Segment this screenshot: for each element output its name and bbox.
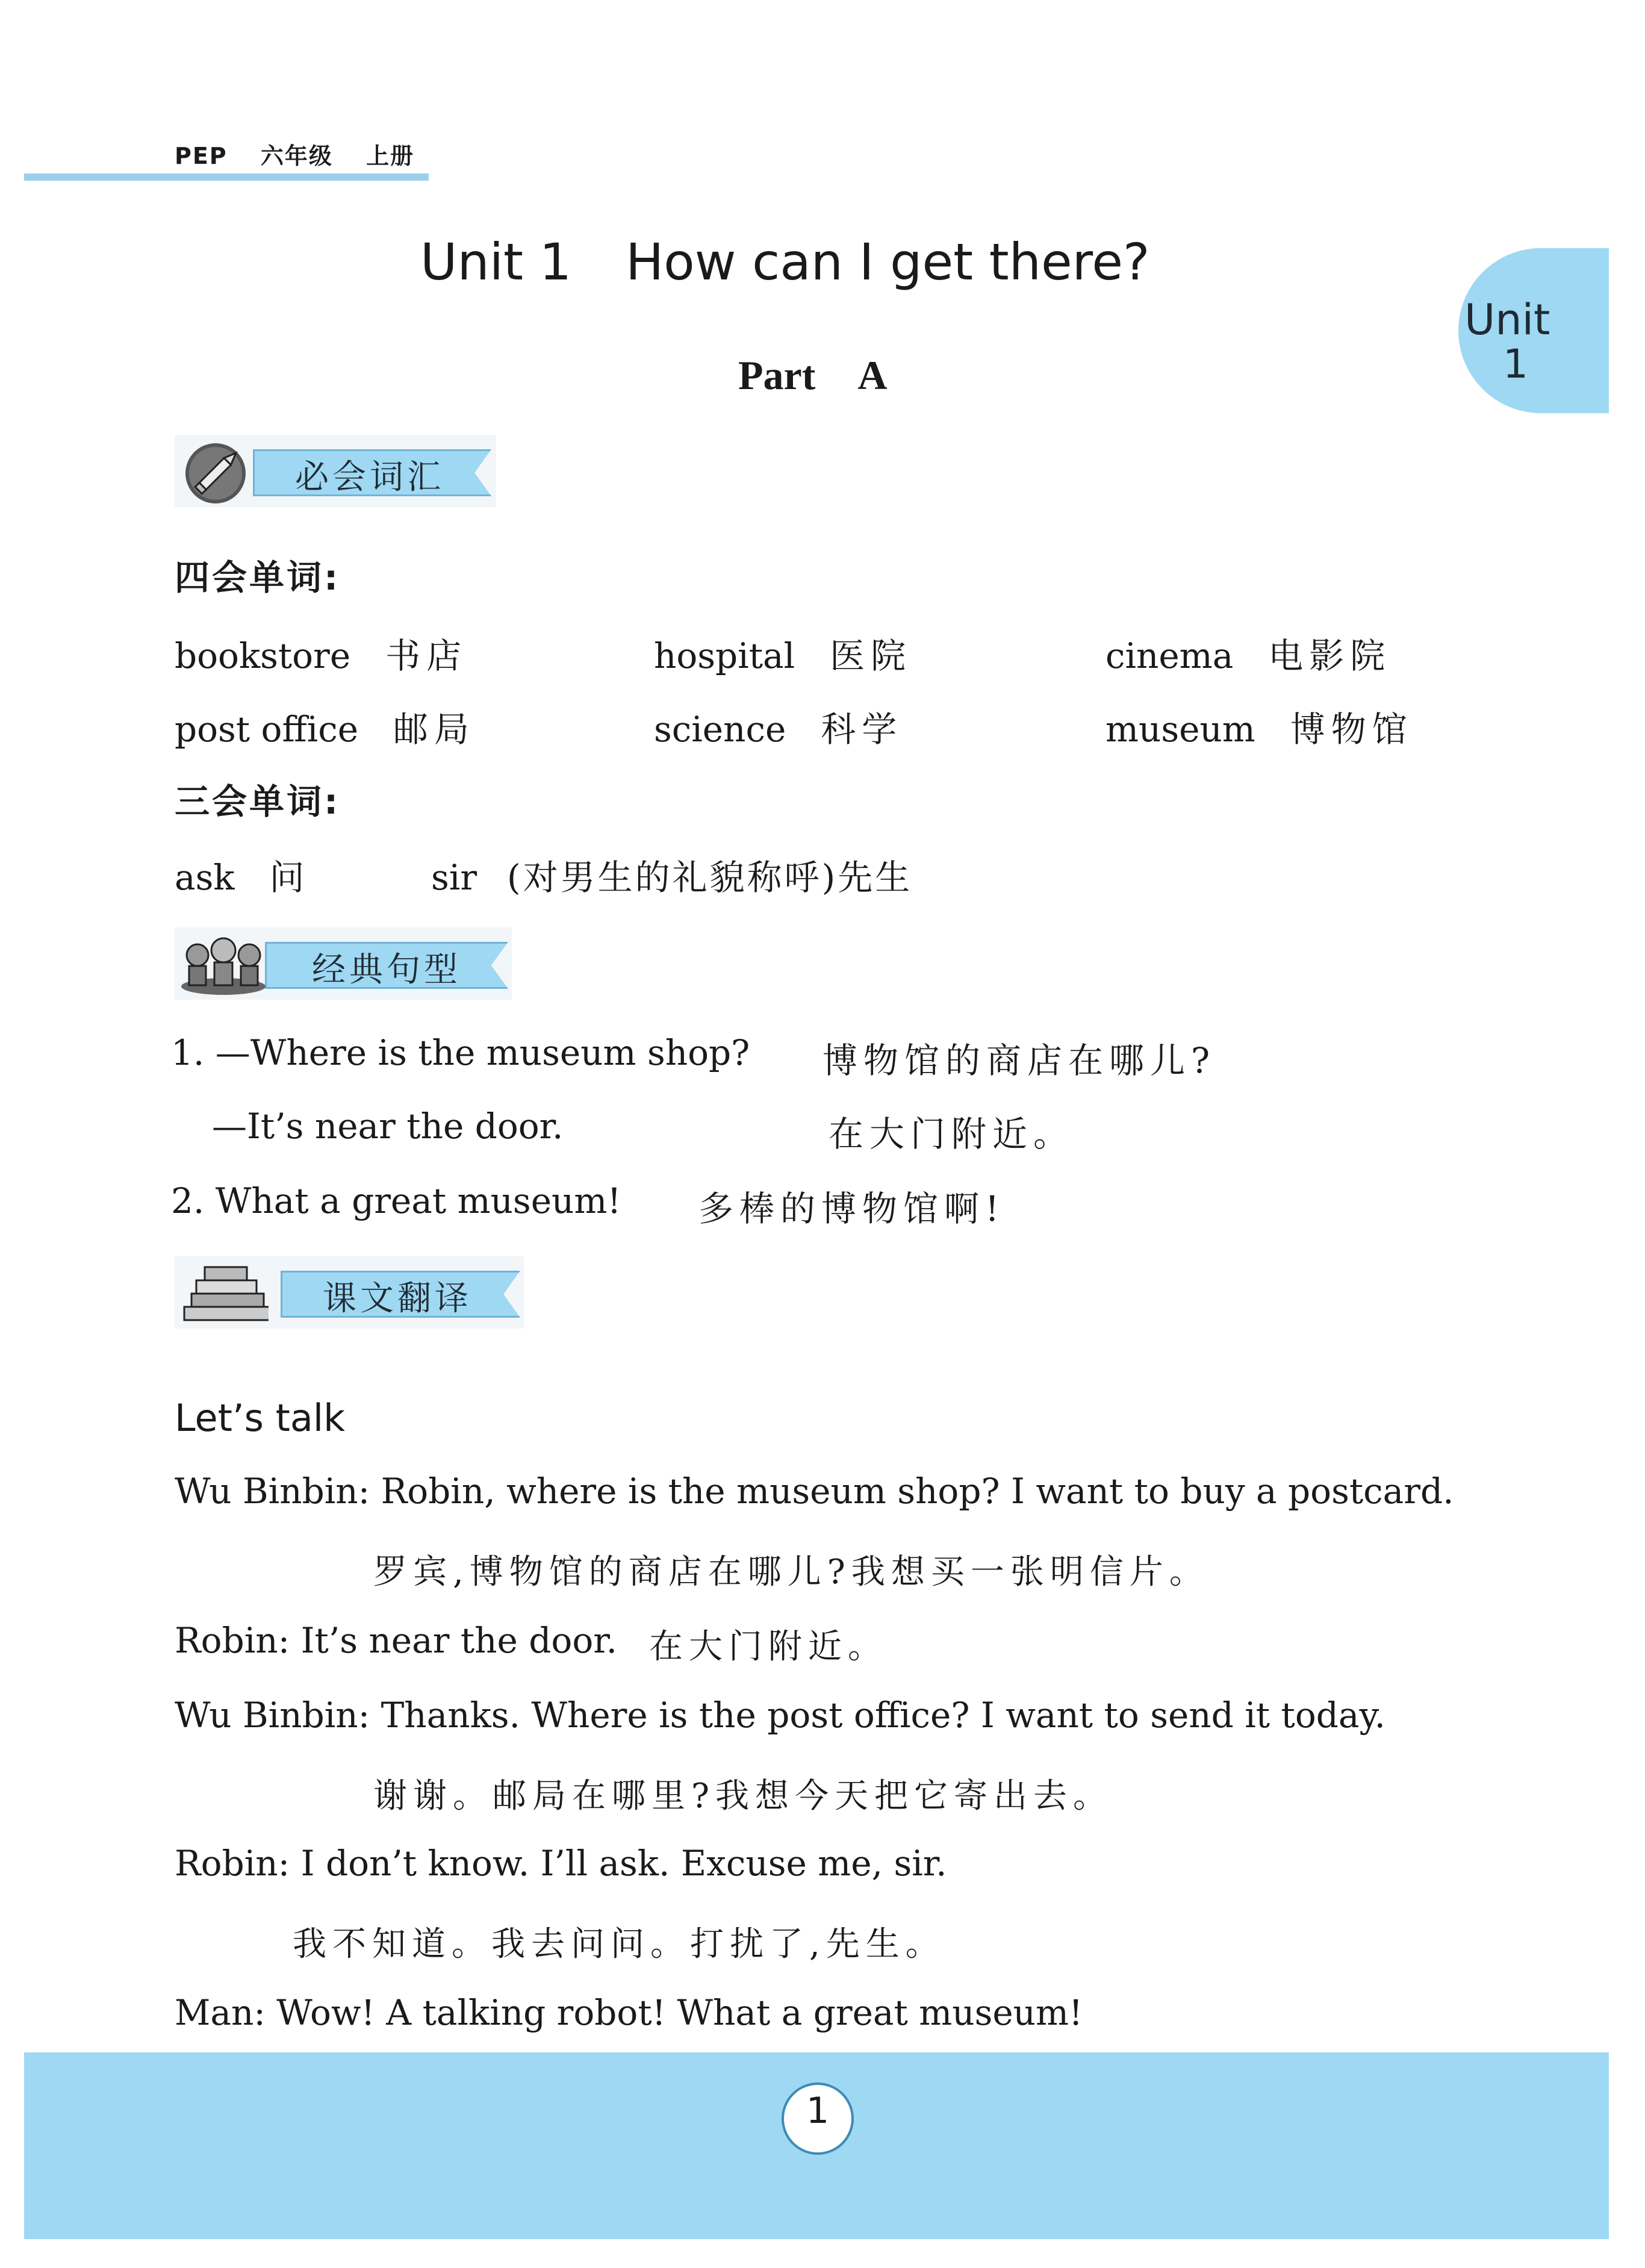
section-title-vocab: 必会词汇	[295, 458, 444, 497]
dialogue-zh: 谢谢。邮局在哪里?我想今天把它寄出去。	[373, 1777, 1113, 1816]
title-question: How can I get there?	[626, 232, 1150, 291]
unit-tab-number: 1	[1503, 341, 1528, 387]
header-pep: PEP	[175, 143, 228, 169]
vocab-item	[1105, 701, 1413, 752]
part-heading	[738, 352, 887, 399]
vocab-item	[175, 849, 311, 900]
vocab-zh: 书店	[385, 635, 468, 676]
vocab-zh: (对男生的礼貌称呼)先生	[507, 857, 913, 898]
vocab-item	[654, 628, 912, 678]
title-unit: Unit 1	[420, 232, 572, 291]
sentence-en: 2. What a great museum!	[171, 1180, 621, 1221]
part-letter: A	[857, 352, 888, 398]
unit-tab-word: Unit	[1464, 295, 1550, 344]
page-number: 1	[806, 2090, 830, 2132]
vocab-item	[1105, 628, 1391, 678]
dialogue-en: Man: Wow! A talking robot! What a great museum!	[175, 1992, 1083, 2033]
dialogue-en: Robin: It’s near the door.	[175, 1620, 618, 1661]
page-title	[420, 232, 1150, 291]
vocab-en: bookstore	[175, 635, 351, 676]
section-banner-vocab	[175, 435, 496, 507]
section-title-sentences: 经典句型	[312, 950, 461, 989]
dialogue-zh: 罗宾,博物馆的商店在哪儿?我想买一张明信片。	[373, 1553, 1209, 1592]
vocab-zh: 邮局	[393, 709, 476, 750]
pencil-icon	[178, 438, 269, 503]
vocab-zh: 科学	[821, 709, 903, 750]
sentence-en: —It’s near the door.	[212, 1106, 564, 1147]
vocab-en: cinema	[1105, 635, 1234, 676]
header-rule	[24, 173, 429, 181]
vocab-item	[431, 849, 912, 900]
vocab-en: post office	[175, 709, 359, 750]
vocab-en: sir	[431, 857, 477, 898]
vocab-item	[654, 701, 903, 752]
section-banner-sentences	[175, 927, 512, 1000]
section-banner-translation	[175, 1256, 524, 1329]
vocab-zh: 问	[269, 857, 311, 898]
vocab-en: hospital	[654, 635, 795, 676]
dialogue-zh: 我不知道。我去问问。打扰了,先生。	[293, 1925, 945, 1964]
books-icon	[178, 1260, 269, 1325]
section-title-translation: 课文翻译	[323, 1279, 472, 1318]
dialogue-en: Robin: I don’t know. I’ll ask. Excuse me, sir.	[175, 1843, 947, 1884]
sentence-zh: 博物馆的商店在哪儿?	[822, 1040, 1216, 1081]
vocab-zh: 医院	[830, 635, 912, 676]
three-skill-heading: 三会单词:	[175, 781, 341, 822]
running-header	[175, 137, 438, 170]
talk-heading: Let’s talk	[175, 1396, 346, 1440]
dialogue-en: Wu Binbin: Robin, where is the museum shop? I want to buy a postcard.	[175, 1471, 1454, 1512]
sentence-zh: 多棒的博物馆啊!	[698, 1188, 1006, 1229]
children-icon	[178, 931, 269, 996]
sentence-zh: 在大门附近。	[829, 1114, 1075, 1154]
vocab-en: ask	[175, 857, 235, 898]
dialogue-en: Wu Binbin: Thanks. Where is the post office? I want to send it today.	[175, 1695, 1385, 1736]
vocab-item	[175, 701, 475, 752]
vocab-item	[175, 628, 467, 678]
four-skill-heading: 四会单词:	[175, 557, 341, 598]
vocab-zh: 电影院	[1268, 635, 1392, 676]
dialogue-zh: 在大门附近。	[649, 1627, 888, 1666]
header-volume: 上册	[366, 143, 415, 169]
vocab-en: science	[654, 709, 786, 750]
vocab-en: museum	[1105, 709, 1255, 750]
part-word: Part	[738, 352, 816, 398]
header-grade: 六年级	[260, 143, 333, 169]
vocab-zh: 博物馆	[1290, 709, 1413, 750]
sentence-en: 1. —Where is the museum shop?	[171, 1032, 750, 1073]
